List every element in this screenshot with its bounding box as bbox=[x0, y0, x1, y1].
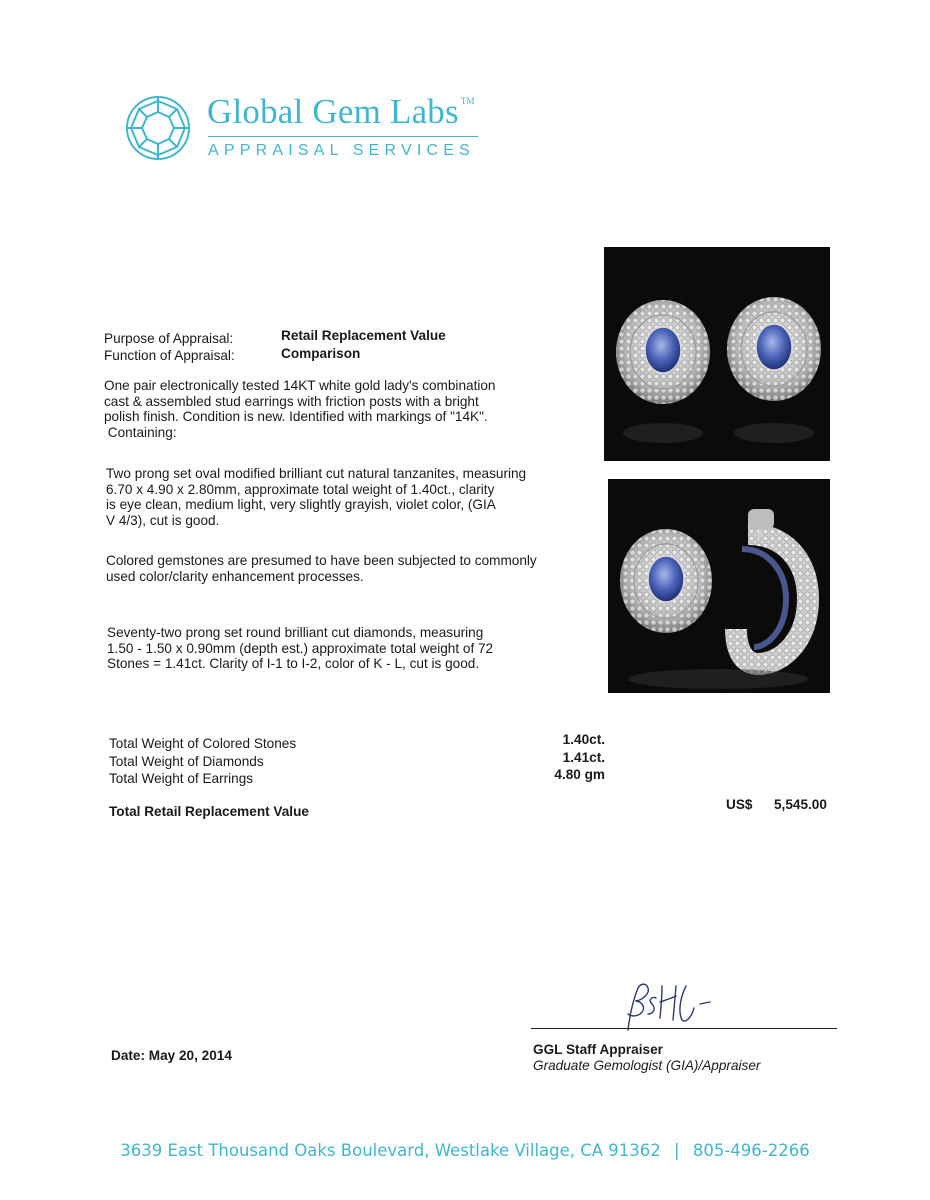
total-retail-value-label: Total Retail Replacement Value bbox=[109, 804, 309, 819]
total-earrings-label: Total Weight of Earrings bbox=[109, 771, 254, 786]
appraisal-date: Date: May 20, 2014 bbox=[111, 1048, 232, 1063]
signature-line bbox=[531, 1028, 837, 1029]
total-colored-stones-value: 1.40ct. bbox=[562, 732, 605, 747]
enhancement-disclosure bbox=[106, 553, 596, 584]
total-colored-stones-label: Total Weight of Colored Stones bbox=[109, 736, 297, 751]
footer-address: 3639 East Thousand Oaks Boulevard, Westlake Village, CA 91362 bbox=[120, 1141, 661, 1160]
faceted-gem-icon bbox=[125, 95, 191, 161]
tanzanite-line: V 4/3), cut is good. bbox=[106, 512, 220, 528]
earrings-side-photo bbox=[608, 479, 830, 693]
enhancement-line: used color/clarity enhancement processes. bbox=[106, 568, 364, 584]
description-line: Containing: bbox=[104, 424, 177, 440]
company-name: Global Gem Labs ™ bbox=[207, 92, 475, 131]
description-line: polish finish. Condition is new. Identified with markings of "14K". bbox=[104, 409, 488, 424]
diamond-description bbox=[107, 625, 547, 672]
earrings-front-photo bbox=[604, 247, 830, 461]
footer-phone: 805-496-2266 bbox=[692, 1141, 810, 1160]
company-tagline: APPRAISAL SERVICES bbox=[208, 142, 476, 159]
appraiser-title: Graduate Gemologist (GIA)/Appraiser bbox=[533, 1058, 761, 1073]
enhancement-line: Colored gemstones are presumed to have been subjected to commonly bbox=[106, 553, 537, 568]
tanzanite-line: is eye clean, medium light, very slightly grayish, violet color, (GIA bbox=[106, 497, 496, 512]
diamond-line: 1.50 - 1.50 x 0.90mm (depth est.) approximate total weight of 72 bbox=[107, 640, 494, 656]
currency-label: US$ bbox=[726, 797, 753, 812]
tanzanite-line: 6.70 x 4.90 x 2.80mm, approximate total weight of 1.40ct., clarity bbox=[106, 481, 495, 497]
purpose-label: Purpose of Appraisal: bbox=[104, 331, 234, 346]
tanzanite-description bbox=[106, 466, 586, 528]
footer-contact bbox=[0, 1141, 930, 1160]
function-value: Comparison bbox=[281, 346, 361, 361]
total-diamonds-label: Total Weight of Diamonds bbox=[109, 753, 264, 769]
logo-divider bbox=[208, 136, 478, 137]
function-label: Function of Appraisal: bbox=[104, 348, 235, 363]
totals-labels bbox=[109, 735, 296, 788]
total-retail-value-amount: 5,545.00 bbox=[774, 797, 827, 812]
total-diamonds-value: 1.41ct. bbox=[562, 749, 605, 765]
total-earrings-value: 4.80 gm bbox=[554, 767, 605, 782]
footer-separator: | bbox=[674, 1141, 680, 1160]
purpose-value: Retail Replacement Value bbox=[281, 328, 446, 343]
diamond-line: Seventy-two prong set round brilliant cut diamonds, measuring bbox=[107, 625, 484, 640]
item-description bbox=[104, 378, 564, 440]
appraiser-name: GGL Staff Appraiser bbox=[533, 1042, 663, 1057]
diamond-line: Stones = 1.41ct. Clarity of I-1 to I-2, color of K - L, cut is good. bbox=[107, 656, 480, 671]
description-line: cast & assembled stud earrings with friction posts with a bright bbox=[104, 393, 479, 409]
trademark-symbol: TM bbox=[460, 96, 475, 106]
description-line: One pair electronically tested 14KT white gold lady's combination bbox=[104, 378, 496, 393]
tanzanite-line: Two prong set oval modified brilliant cut natural tanzanites, measuring bbox=[106, 466, 527, 481]
totals-values bbox=[520, 731, 605, 784]
